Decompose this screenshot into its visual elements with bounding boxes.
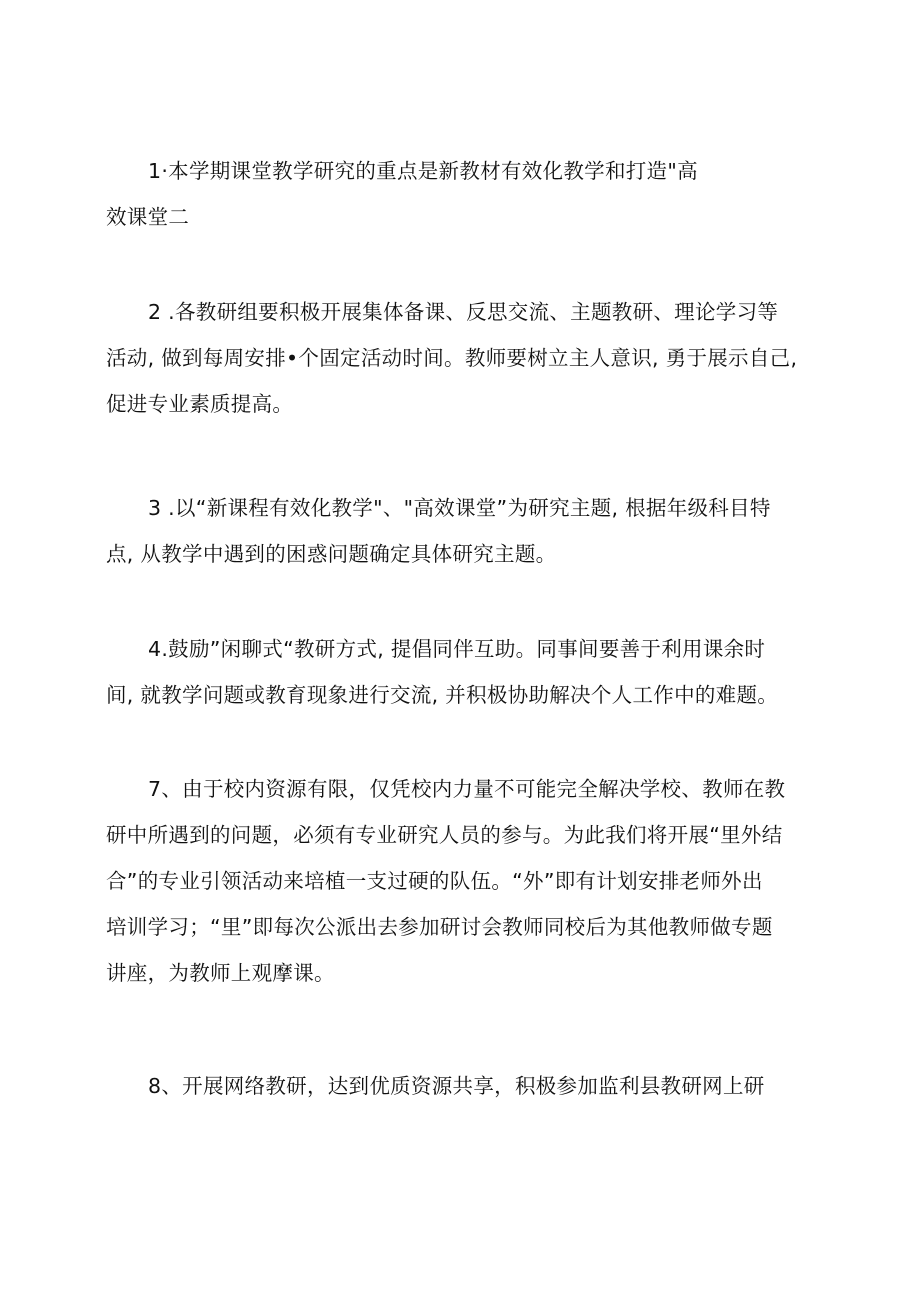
- paragraph-line: 4.鼓励”闲聊式“教研方式, 提倡同伴互助。同事间要善于利用课余时: [148, 637, 766, 661]
- paragraph-2: [106, 296, 818, 434]
- paragraph-8: [106, 1070, 818, 1102]
- paragraph-line: 合”的专业引领活动来培植一支过硬的队伍。“外”即有计划安排老师外出: [106, 869, 763, 893]
- paragraph-3: [106, 492, 818, 584]
- paragraph-line: 点, 从教学中遇到的困惑问题确定具体研究主题。: [106, 542, 557, 566]
- paragraph-line: 间, 就教学问题或教育现象进行交流, 并积极协助解决个人工作中的难题。: [106, 683, 779, 707]
- paragraph-7: [106, 773, 818, 1003]
- paragraph-line: 1·本学期课堂教学研究的重点是新教材有效化教学和打造"高: [148, 159, 698, 183]
- paragraph-line: 讲座，为教师上观摩课。: [106, 961, 335, 985]
- paragraph-line: 研中所遇到的问题，必须有专业研究人员的参与。为此我们将开展“里外结: [106, 823, 783, 847]
- paragraph-line: 2 .各教研组要积极开展集体备课、反思交流、主题教研、理论学习等: [148, 300, 779, 324]
- paragraph-line: 促进专业素质提高。: [106, 392, 294, 416]
- paragraph-1: [106, 155, 818, 247]
- paragraph-line: 培训学习；“里”即每次公派出去参加研讨会教师同校后为其他教师做专题: [106, 915, 773, 939]
- paragraph-line: 活动, 做到每周安排•个固定活动时间。教师要树立主人意识, 勇于展示自己,: [106, 346, 798, 370]
- paragraph-line: 8、开展网络教研，达到优质资源共享，积极参加监利县教研网上研: [148, 1074, 765, 1098]
- paragraph-line: 效课堂二: [106, 205, 190, 229]
- paragraph-4: [106, 633, 818, 725]
- paragraph-line: 7、由于校内资源有限，仅凭校内力量不可能完全解决学校、教师在教: [148, 777, 786, 801]
- paragraph-line: 3 .以“新课程有效化教学"、"高效课堂”为研究主题, 根据年级科目特: [148, 496, 771, 520]
